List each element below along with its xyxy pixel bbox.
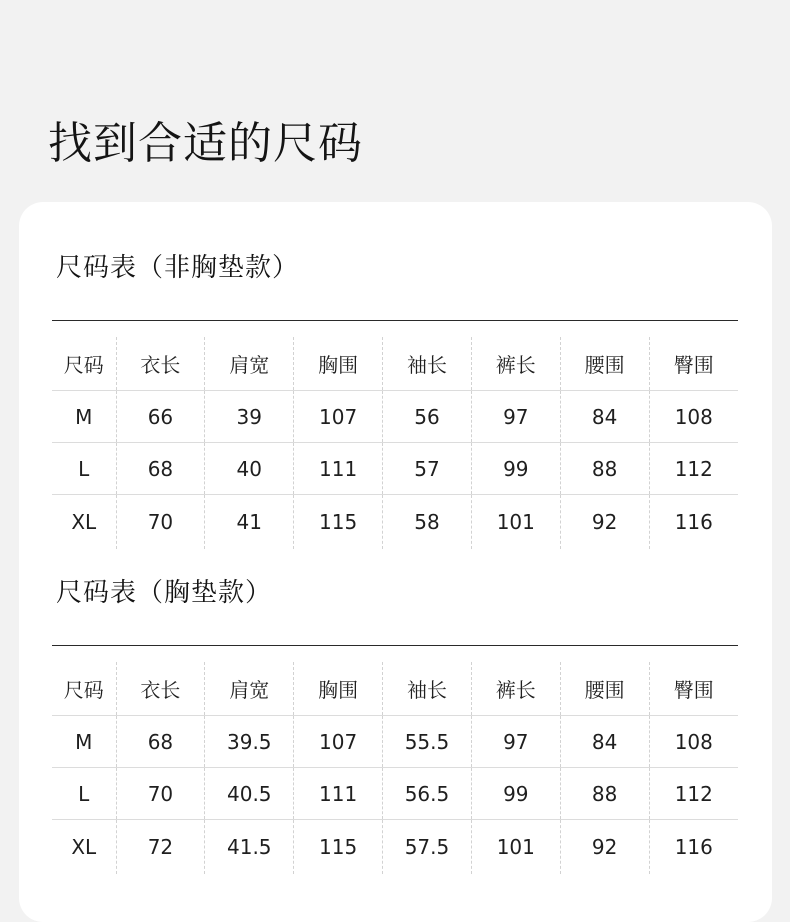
header-shoulder: 肩宽: [205, 337, 294, 391]
table-cell: 111: [294, 768, 383, 820]
table-row: [52, 768, 738, 820]
section-title: 尺码表（胸垫款）: [56, 578, 273, 608]
section-divider: [52, 320, 738, 321]
table-cell: L: [52, 443, 116, 495]
table-cell: M: [52, 716, 116, 768]
table-cell: 55.5: [383, 716, 472, 768]
table-cell: 40.5: [205, 768, 294, 820]
header-chest: 胸围: [294, 337, 383, 391]
table-cell: 70: [116, 768, 205, 820]
header-chest: 胸围: [294, 662, 383, 716]
table-cell: 92: [560, 495, 649, 550]
table-cell: 66: [116, 391, 205, 443]
header-waist: 腰围: [560, 337, 649, 391]
table-cell: 84: [560, 716, 649, 768]
table-cell: 68: [116, 716, 205, 768]
table-cell: 39: [205, 391, 294, 443]
table-cell: 39.5: [205, 716, 294, 768]
table-cell: XL: [71, 510, 97, 534]
header-shoulder: 肩宽: [205, 662, 294, 716]
section-divider: [52, 645, 738, 646]
size-chart-card: [19, 202, 772, 922]
table-cell: 41: [205, 495, 294, 550]
table-cell: L: [52, 768, 116, 820]
header-pants-length: 裤长: [471, 337, 560, 391]
table-cell: XL: [71, 835, 97, 859]
table-row: [52, 820, 738, 875]
size-section-padded: [52, 573, 738, 874]
table-cell: 72: [116, 820, 205, 875]
table-cell: 101: [471, 495, 560, 550]
page-title: 找到合适的尺码: [48, 118, 363, 169]
table-cell: 99: [471, 443, 560, 495]
size-table: [52, 337, 738, 549]
header-pants-length: 裤长: [471, 662, 560, 716]
table-row: [52, 443, 738, 495]
table-cell: 57.5: [383, 820, 472, 875]
table-cell: 112: [649, 443, 738, 495]
table-cell: 58: [383, 495, 472, 550]
table-cell: M: [52, 391, 116, 443]
header-hip: 臀围: [649, 662, 738, 716]
table-row: [52, 495, 738, 550]
header-size: 尺码: [52, 337, 116, 391]
table-header-row: [52, 662, 738, 716]
table-cell: 112: [649, 768, 738, 820]
header-sleeve: 袖长: [383, 337, 472, 391]
table-cell: 88: [560, 443, 649, 495]
table-cell: 107: [294, 716, 383, 768]
section-title: 尺码表（非胸垫款）: [56, 253, 300, 283]
table-cell: 107: [294, 391, 383, 443]
table-cell: 116: [649, 495, 738, 550]
table-cell: 116: [649, 820, 738, 875]
table-cell: 97: [471, 716, 560, 768]
table-cell: 97: [471, 391, 560, 443]
table-header-row: [52, 337, 738, 391]
table-cell: 70: [116, 495, 205, 550]
header-length: 衣长: [116, 337, 205, 391]
table-cell: 115: [294, 495, 383, 550]
table-row: [52, 716, 738, 768]
table-cell: 40: [205, 443, 294, 495]
table-cell: 88: [560, 768, 649, 820]
header-waist: 腰围: [560, 662, 649, 716]
table-cell: 41.5: [205, 820, 294, 875]
table-cell: 84: [560, 391, 649, 443]
table-cell: 99: [471, 768, 560, 820]
table-cell: 111: [294, 443, 383, 495]
table-cell: 115: [294, 820, 383, 875]
table-cell: 68: [116, 443, 205, 495]
table-row: [52, 391, 738, 443]
table-cell: 92: [560, 820, 649, 875]
table-cell: 57: [383, 443, 472, 495]
header-size: 尺码: [52, 662, 116, 716]
header-length: 衣长: [116, 662, 205, 716]
table-cell: 56.5: [383, 768, 472, 820]
table-cell: 108: [649, 716, 738, 768]
header-sleeve: 袖长: [383, 662, 472, 716]
table-cell: 108: [649, 391, 738, 443]
size-section-non-padded: [52, 248, 738, 549]
table-cell: 56: [383, 391, 472, 443]
size-table: [52, 662, 738, 874]
header-hip: 臀围: [649, 337, 738, 391]
table-cell: 101: [471, 820, 560, 875]
